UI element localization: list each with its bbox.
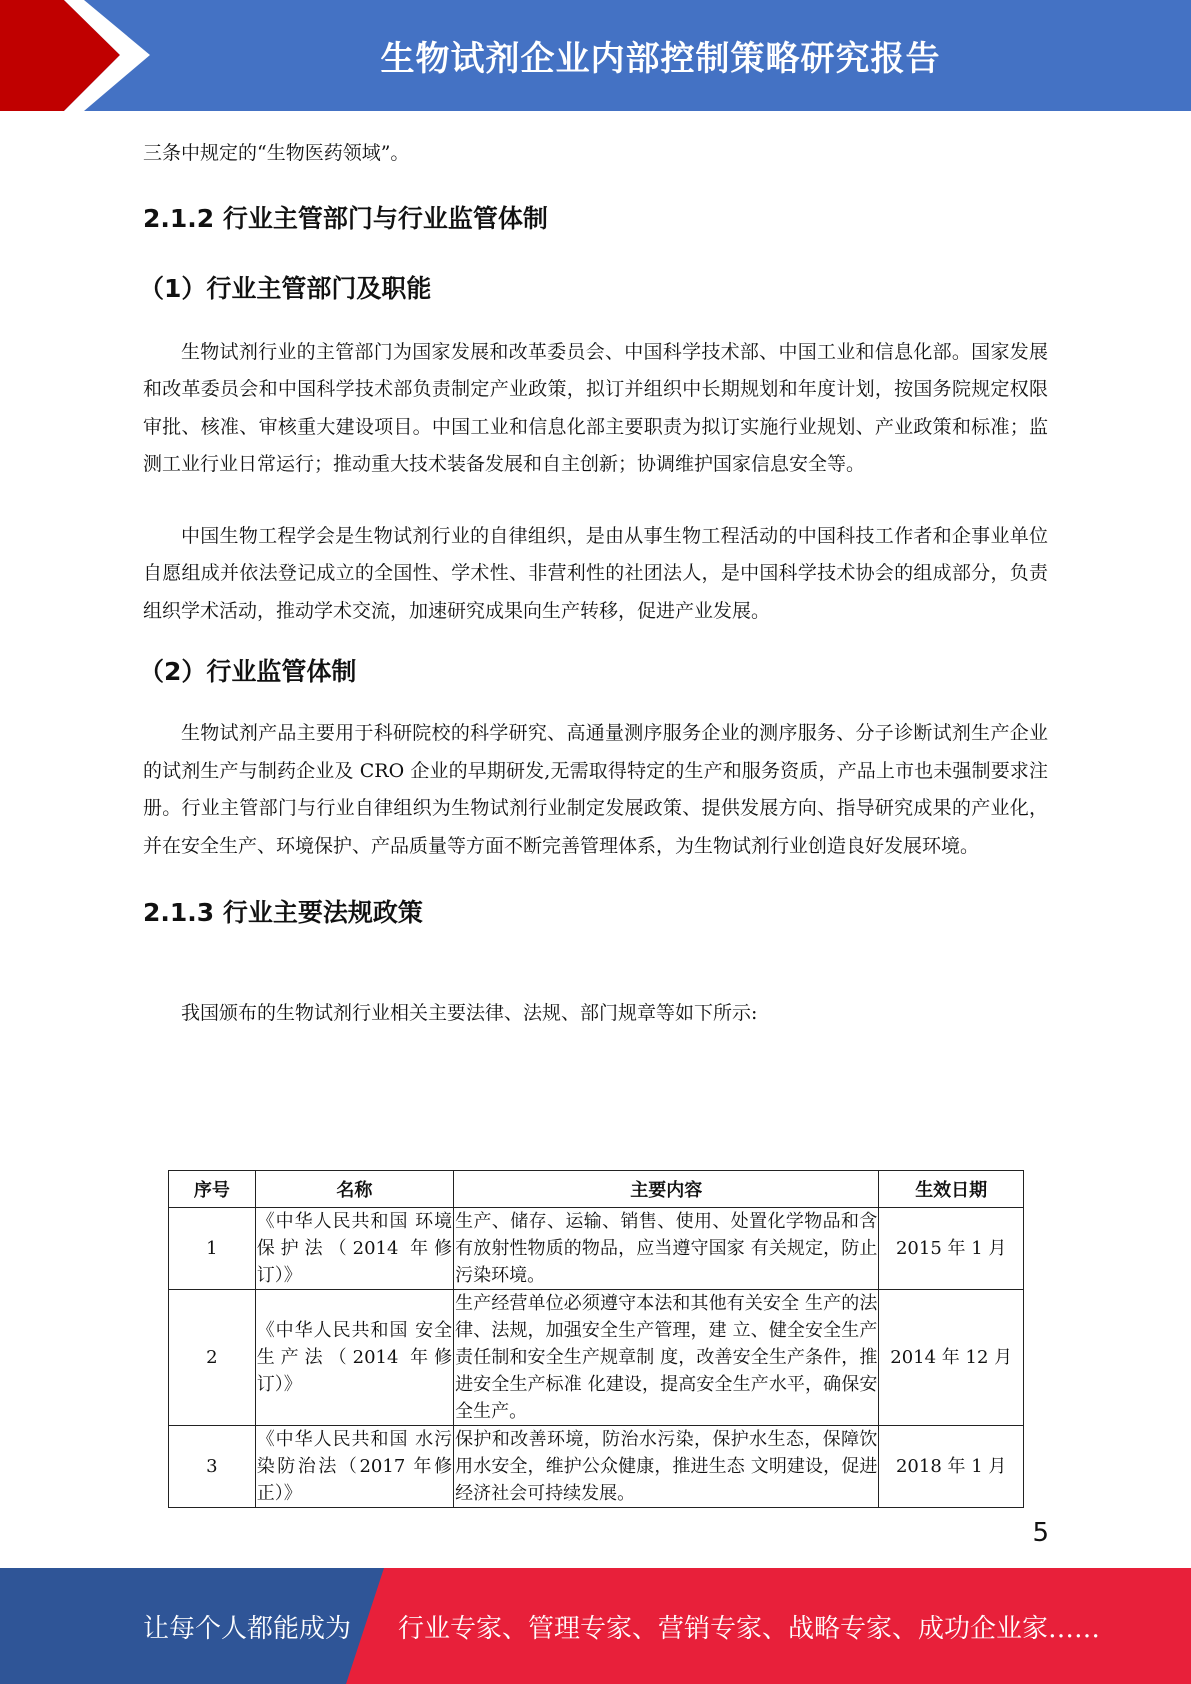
- paragraph-self-regulation: 中国生物工程学会是生物试剂行业的自律组织，是由从事生物工程活动的中国科技工作者和企事业单位自愿组成并依法登记成立的全国性、学术性、非营利性的社团法人，是中国科学技术协会的组成部分，负责组织学术活动，推动学术交流，加速研究成果向生产转移，促进产业发展。: [143, 524, 1048, 622]
- row-number: 2: [169, 1290, 256, 1426]
- column-header-content: 主要内容: [454, 1171, 879, 1208]
- table-row: [169, 1426, 1024, 1508]
- table-row: [169, 1290, 1024, 1426]
- effective-date: 2018 年 1 月: [879, 1426, 1024, 1508]
- law-content: 生产经营单位必须遵守本法和其他有关安全 生产的法律、法规，加强安全生产管理，建 立、健全安全生产责任制和安全生产规章制 度，改善安全生产条件，推进安全生产标准 化建设，提高安全生产水平，确保安全生产。: [454, 1290, 879, 1426]
- footer-slogan-right: 行业专家、管理专家、营销专家、战略专家、成功企业家……: [398, 1613, 1101, 1644]
- law-name: 《中华人民共和国 水污染防治法（2017 年修正）》: [255, 1426, 453, 1508]
- effective-date: 2014 年 12 月: [879, 1290, 1024, 1426]
- continuation-text: 三条中规定的“生物医药领域”。: [143, 142, 410, 164]
- footer-band: [0, 1568, 1191, 1684]
- law-content: 生产、储存、运输、销售、使用、处置化学物品和含有放射性物质的物品，应当遵守国家 有关规定，防止污染环境。: [454, 1208, 879, 1290]
- effective-date: 2015 年 1 月: [879, 1208, 1024, 1290]
- table-row: [169, 1208, 1024, 1290]
- column-header-number: 序号: [169, 1171, 256, 1208]
- section-heading-2-1-2: 2.1.2 行业主管部门与行业监管体制: [143, 203, 548, 233]
- page-number: 5: [1032, 1518, 1049, 1548]
- row-number: 3: [169, 1426, 256, 1508]
- paragraph-authorities: 生物试剂行业的主管部门为国家发展和改革委员会、中国科学技术部、中国工业和信息化部。国家发展和改革委员会和中国科学技术部负责制定产业政策，拟订并组织中长期规划和年度计划，按国务院规定权限审批、核准、审核重大建设项目。中国工业和信息化部主要职责为拟订实施行业规划、产业政策和标准；监测工业行业日常运行；推动重大技术装备发展和自主创新；协调维护国家信息安全等。: [143, 340, 1048, 475]
- header-band: [0, 0, 1191, 111]
- table-header-row: [169, 1171, 1024, 1208]
- subsection-heading-1: （1）行业主管部门及职能: [139, 273, 432, 303]
- page-content: [139, 135, 1048, 1033]
- column-header-name: 名称: [255, 1171, 453, 1208]
- section-heading-2-1-3: 2.1.3 行业主要法规政策: [143, 898, 423, 927]
- regulations-table: [168, 1170, 1024, 1508]
- column-header-date: 生效日期: [879, 1171, 1024, 1208]
- subsection-heading-2: （2）行业监管体制: [139, 657, 357, 686]
- footer-slogan-left: 让每个人都能成为: [143, 1613, 352, 1644]
- law-name: 《中华人民共和国 安全生产法（2014 年修订）》: [255, 1290, 453, 1426]
- law-content: 保护和改善环境，防治水污染，保护水生态，保障饮用水安全，维护公众健康，推进生态 文明建设，促进经济社会可持续发展。: [454, 1426, 879, 1508]
- law-name: 《中华人民共和国 环境保护法（2014 年修订）》: [255, 1208, 453, 1290]
- paragraph-regulation-system: 生物试剂产品主要用于科研院校的科学研究、高通量测序服务企业的测序服务、分子诊断试剂生产企业的试剂生产与制药企业及 CRO 企业的早期研发,无需取得特定的生产和服务资质，产品上市也未强制要求注册。行业主管部门与行业自律组织为生物试剂行业制定发展政策、提供发展方向、指导研究成果的产业化，并在安全生产、环境保护、产品质量等方面不断完善管理体系，为生物试剂行业创造良好发展环境。: [143, 722, 1048, 857]
- regulations-table-container: [160, 1166, 1040, 1509]
- row-number: 1: [169, 1208, 256, 1290]
- table-intro-text: 我国颁布的生物试剂行业相关主要法律、法规、部门规章等如下所示:: [181, 1002, 758, 1024]
- report-title: 生物试剂企业内部控制策略研究报告: [380, 39, 941, 79]
